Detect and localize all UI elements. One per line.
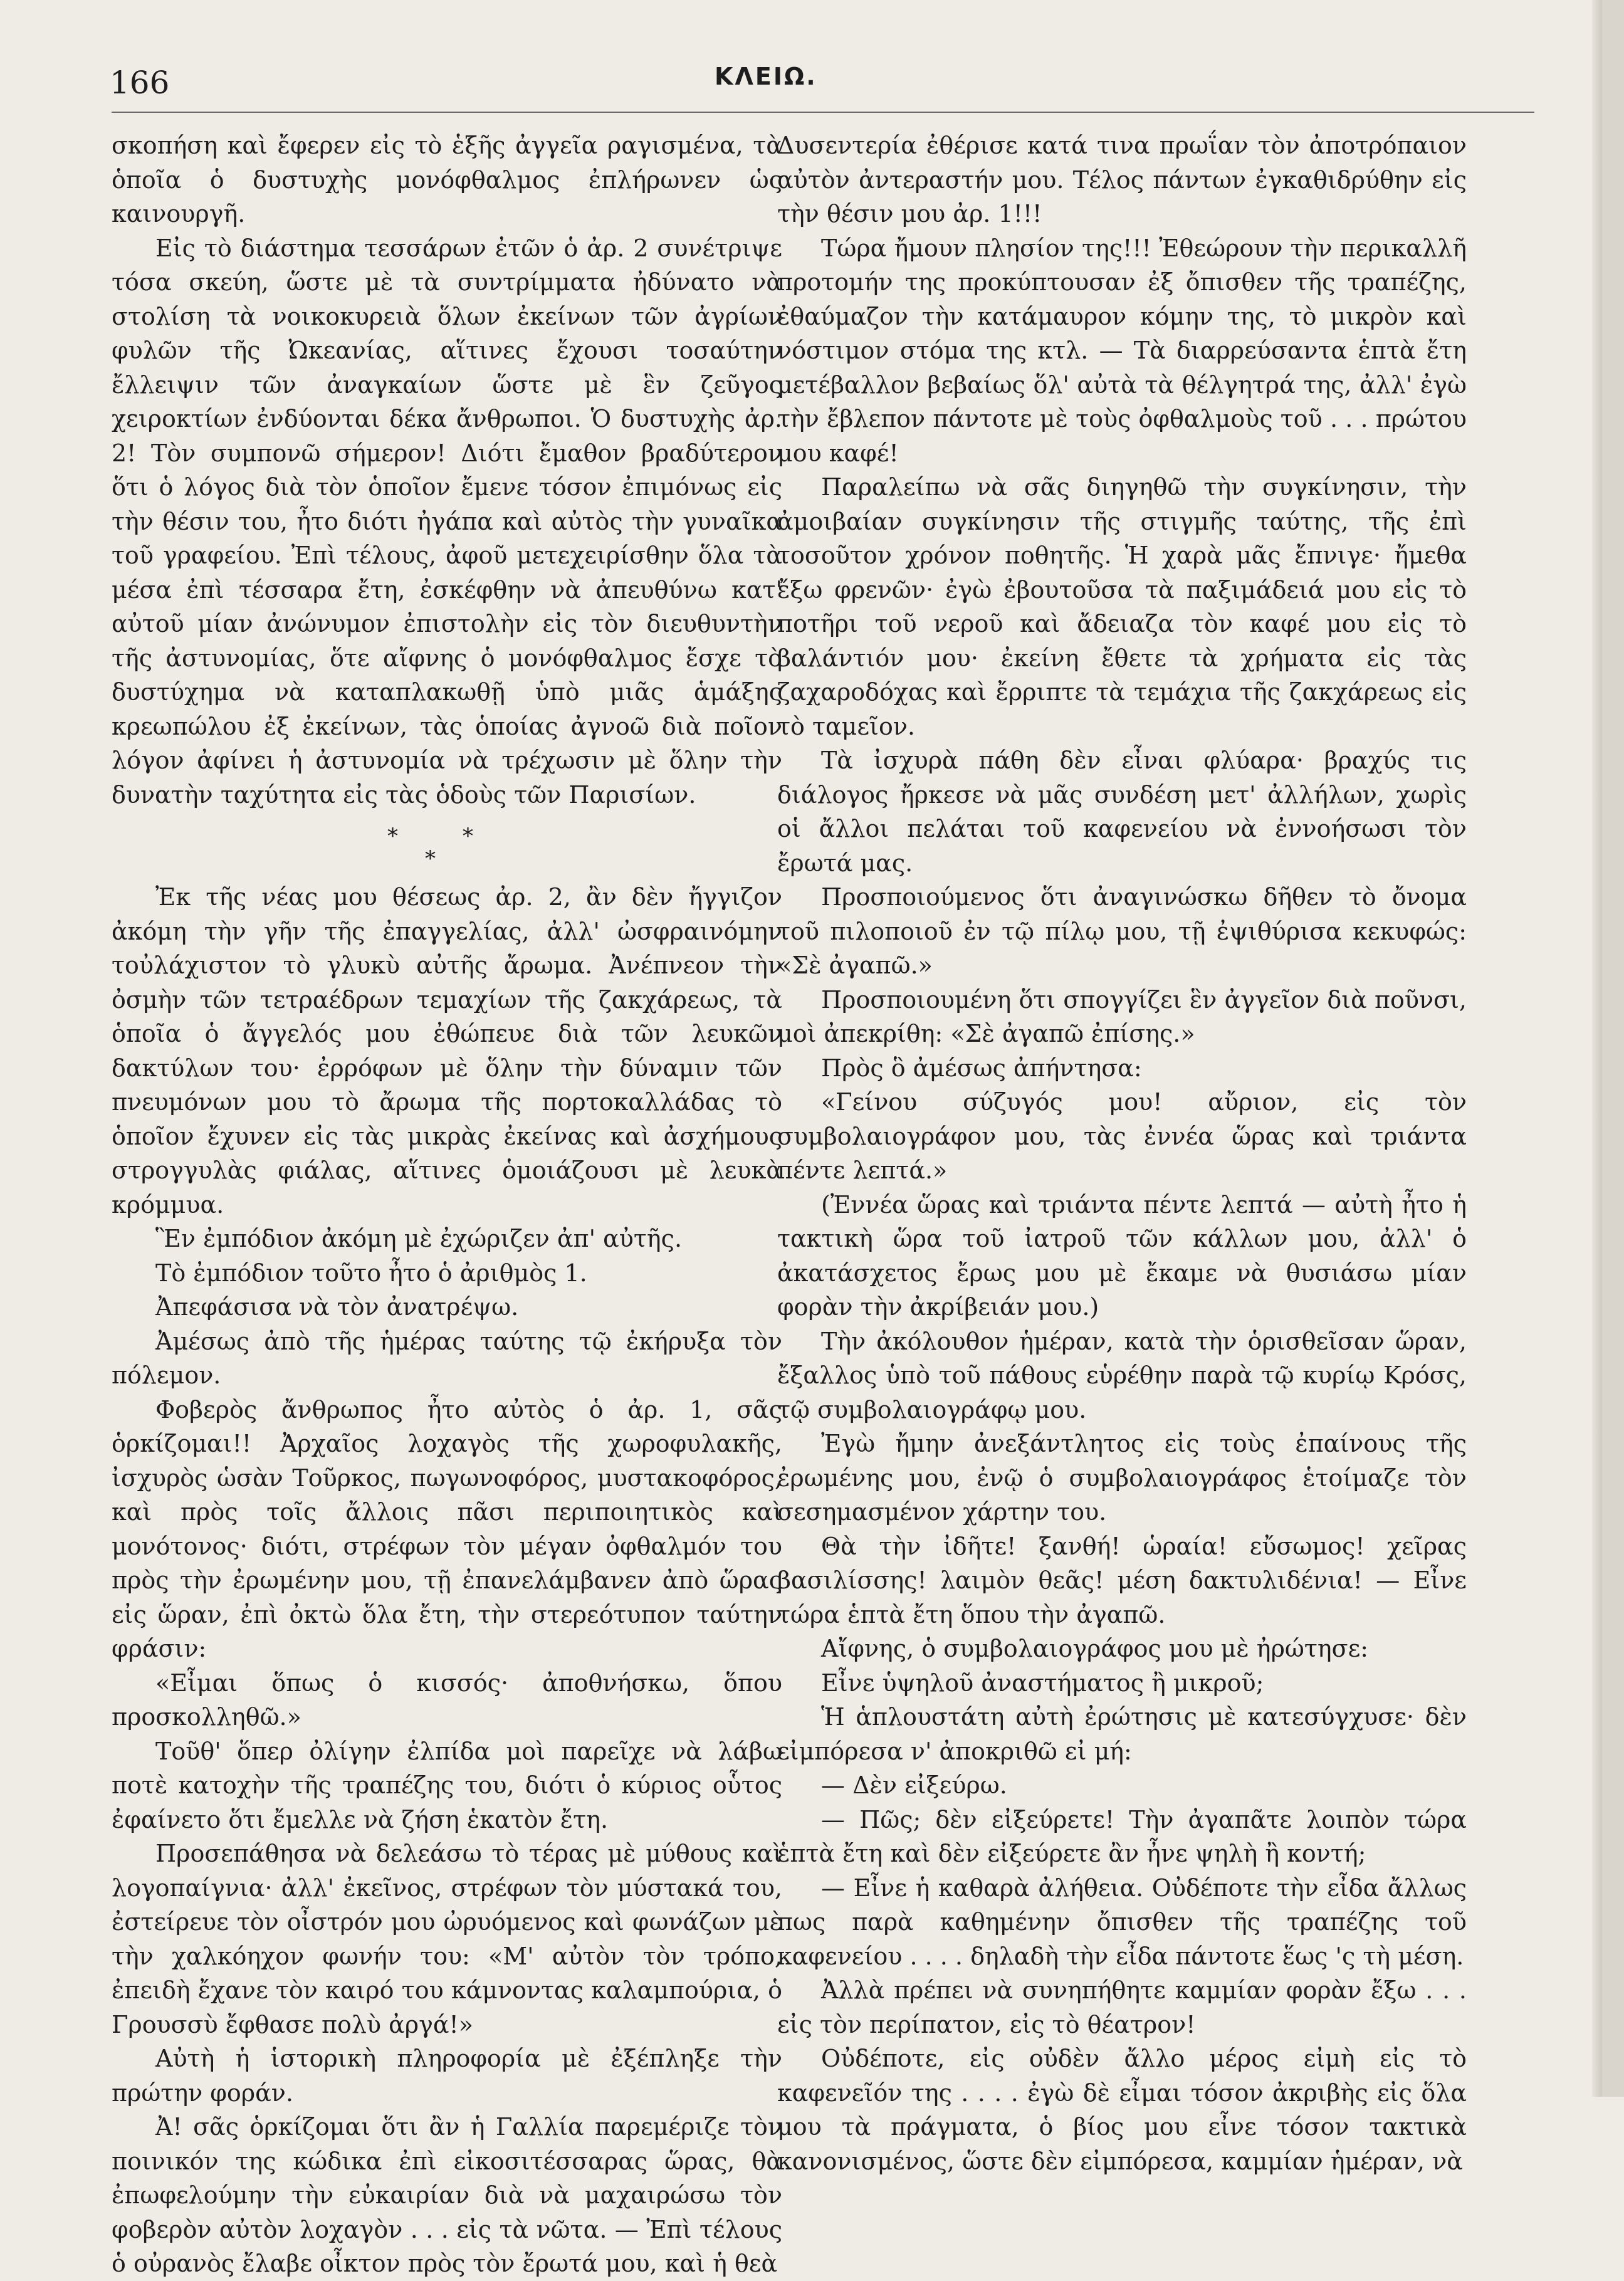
paragraph: Θὰ τὴν ἰδῆτε! ξανθή! ὡραία! εὔσωμος! χεῖρας βασιλίσσης! λαιμὸν θεᾶς! μέση δακτυλιδένια! — Εἶνε τώρα ἑπτὰ ἔτη ὅπου τὴν ἀγαπῶ. (777, 1532, 1467, 1628)
paragraph: «Εἶμαι ὅπως ὁ κισσός· ἀποθνήσκω, ὅπου προσκολληθῶ.» (112, 1669, 782, 1731)
right-column (777, 128, 1467, 2178)
paragraph: Πρὸς ὃ ἀμέσως ἀπήντησα: (821, 1054, 1142, 1082)
paragraph: Προσεπάθησα νὰ δελεάσω τὸ τέρας μὲ μύθους καὶ λογοπαίγνια· ἀλλ' ἐκεῖνος, στρέφων τὸν μύστακά του, ἐστείρευε τὸν οἶστρόν μου ὠρυόμενος καὶ φωνάζων μὲ τὴν χαλκόηχον φωνήν του: «Μ' αὐτὸν τὸν τρόπο, ἐπειδὴ ἔχανε τὸν καιρό του κάμνοντας καλαμπούρια, ὁ Γρουσσὺ ἔφθασε πολὺ ἀργά!» (112, 1840, 782, 2038)
header-rule (112, 112, 1534, 113)
paragraph: Τώρα ἤμουν πλησίον της!!! Ἐθεώρουν τὴν περικαλλῆ προτομήν της προκύπτουσαν ἐξ ὄπισθεν τῆς τραπέζης, ἐθαύμαζον τὴν κατάμαυρον κόμην της, τὸ μικρὸν καὶ νόστιμον στόμα της κτλ. — Τὰ διαρρεύσαντα ἑπτὰ ἔτη μετέβαλλον βεβαίως ὅλ' αὐτὰ τὰ θέλγητρά της, ἀλλ' ἐγὼ τὴν ἔβλεπον πάντοτε μὲ τοὺς ὀφθαλμοὺς τοῦ . . . πρώτου μου καφέ! (777, 234, 1467, 467)
paragraph: Τοῦθ' ὅπερ ὀλίγην ἐλπίδα μοὶ παρεῖχε νὰ λάβω ποτὲ κατοχὴν τῆς τραπέζης του, διότι ὁ κύριος οὗτος ἐφαίνετο ὅτι ἔμελλε νὰ ζήση ἑκατὸν ἔτη. (112, 1737, 782, 1833)
paragraph: — Εἶνε ἡ καθαρὰ ἀλήθεια. Οὐδέποτε τὴν εἶδα ἄλλως πως παρὰ καθημένην ὄπισθεν τῆς τραπέζης τοῦ καφενείου . . . . δηλαδὴ τὴν εἶδα πάντοτε ἕως 'ς τὴ μέση. (777, 1874, 1467, 1970)
separator-star: * (387, 824, 398, 849)
paragraph: Ἀ! σᾶς ὁρκίζομαι ὅτι ἂν ἡ Γαλλία παρεμέριζε τὸν ποινικόν της κώδικα ἐπὶ εἰκοσιτέσσαρας ὥρας, θὰ ἐπωφελούμην τὴν εὐκαιρίαν διὰ νὰ μαχαιρώσω τὸν φοβερὸν αὐτὸν λοχαγὸν . . . εἰς τὰ νῶτα. — Ἐπὶ τέλους ὁ οὐρανὸς ἔλαβε οἶκτον πρὸς τὸν ἔρωτά μου, καὶ ἡ θεὰ (112, 2113, 782, 2277)
paragraph: Προσποιούμενος ὅτι ἀναγινώσκω δῆθεν τὸ ὄνομα τοῦ πιλοποιοῦ ἐν τῷ πίλῳ μου, τῇ ἐψιθύρισα κεκυφώς: «Σὲ ἀγαπῶ.» (777, 883, 1467, 979)
paragraph: Εἶνε ὑψηλοῦ ἀναστήματος ἢ μικροῦ; (821, 1669, 1264, 1697)
section-separator (112, 812, 782, 880)
paragraph: σκοπήση καὶ ἔφερεν εἰς τὸ ἑξῆς ἀγγεῖα ραγισμένα, τὰ ὁποῖα ὁ δυστυχὴς μονόφθαλμος ἐπλήρωνεν ὡς καινουργῆ. (112, 132, 782, 228)
paragraph: Ἐκ τῆς νέας μου θέσεως ἀρ. 2, ἂν δὲν ἤγγιζον ἀκόμη τὴν γῆν τῆς ἐπαγγελίας, ἀλλ' ὠσφραινόμην τοὐλάχιστον τὸ γλυκὺ αὐτῆς ἄρωμα. Ἀνέπνεον τὴν ὀσμὴν τῶν τετραέδρων τεμαχίων τῆς ζακχάρεως, τὰ ὁποῖα ὁ ἄγγελός μου ἐθώπευε διὰ τῶν λευκῶν δακτύλων του· ἐρρόφων μὲ ὅλην τὴν δύναμιν τῶν πνευμόνων μου τὸ ἄρωμα τῆς πορτοκαλλάδας τὸ ὁποῖον ἔχυνεν εἰς τὰς μικρὰς ἐκείνας καὶ ἀσχήμους στρογγυλὰς φιάλας, αἵτινες ὁμοιάζουσι μὲ λευκὰ κρόμμυα. (112, 883, 782, 1219)
paragraph: Ἀλλὰ πρέπει νὰ συνηπήθητε καμμίαν φορὰν ἔξω . . . εἰς τὸν περίπατον, εἰς τὸ θέατρον! (777, 1976, 1467, 2038)
paragraph: Ἀμέσως ἀπὸ τῆς ἡμέρας ταύτης τῷ ἐκήρυξα τὸν πόλεμον. (112, 1327, 782, 1389)
paragraph: Αὐτὴ ἡ ἱστορικὴ πληροφορία μὲ ἐξέπληξε τὴν πρώτην φοράν. (112, 2045, 782, 2107)
paragraph: (Ἐννέα ὥρας καὶ τριάντα πέντε λεπτά — αὐτὴ ἦτο ἡ τακτικὴ ὥρα τοῦ ἰατροῦ τῶν κάλλων μου, ἀλλ' ὁ ἀκατάσχετος ἔρως μου μὲ ἔκαμε νὰ θυσιάσω μίαν φορὰν τὴν ἀκρίβειάν μου.) (777, 1190, 1467, 1321)
separator-star: * (463, 824, 473, 849)
paragraph: Αἴφνης, ὁ συμβολαιογράφος μου μὲ ἠρώτησε: (821, 1635, 1369, 1662)
page-number: 166 (110, 65, 170, 101)
paragraph: Προσποιουμένη ὅτι σπογγίζει ἓν ἀγγεῖον διὰ ποῦνσι, μοὶ ἀπεκρίθη: «Σὲ ἀγαπῶ ἐπίσης.» (777, 985, 1467, 1047)
paragraph: Τὴν ἀκόλουθον ἡμέραν, κατὰ τὴν ὁρισθεῖσαν ὥραν, ἔξαλλος ὑπὸ τοῦ πάθους εὑρέθην παρὰ τῷ κυρίῳ Κρόσς, τῷ συμβολαιογράφῳ μου. (777, 1327, 1467, 1424)
paragraph: Ἓν ἐμπόδιον ἀκόμη μὲ ἐχώριζεν ἀπ' αὐτῆς. (155, 1225, 683, 1252)
paragraph: Ἀπεφάσισα νὰ τὸν ἀνατρέψω. (155, 1293, 519, 1321)
paragraph: Εἰς τὸ διάστημα τεσσάρων ἐτῶν ὁ ἀρ. 2 συνέτριψε τόσα σκεύη, ὥστε μὲ τὰ συντρίμματα ἠδύνατο νὰ στολίση τὰ νοικοκυρειὰ ὅλων ἐκείνων τῶν ἀγρίων φυλῶν τῆς Ὠκεανίας, αἵτινες ἔχουσι τοσαύτην ἔλλειψιν τῶν ἀναγκαίων ὥστε μὲ ἓν ζεῦγος χειροκτίων ἐνδύονται δέκα ἄνθρωποι. Ὁ δυστυχὴς ἀρ. 2! Τὸν συμπονῶ σήμερον! Διότι ἔμαθον βραδύτερον ὅτι ὁ λόγος διὰ τὸν ὁποῖον ἔμενε τόσον ἐπιμόνως εἰς τὴν θέσιν του, ἦτο διότι ἠγάπα καὶ αὐτὸς τὴν γυναῖκα τοῦ γραφείου. Ἐπὶ τέλους, ἀφοῦ μετεχειρίσθην ὅλα τὰ μέσα ἐπὶ τέσσαρα ἔτη, ἐσκέφθην νὰ ἀπευθύνω κατ' αὐτοῦ μίαν ἀνώνυμον ἐπιστολὴν εἰς τὸν διευθυντὴν τῆς ἀστυνομίας, ὅτε αἴφνης ὁ μονόφθαλμος ἔσχε τὸ δυστύχημα νὰ καταπλακωθῇ ὑπὸ μιᾶς ἁμάξης κρεωπώλου ἐξ ἐκείνων, τὰς ὁποίας ἀγνοῶ διὰ ποῖον λόγον ἀφίνει ἡ ἀστυνομία νὰ τρέχωσιν μὲ ὅλην τὴν δυνατὴν ταχύτητα εἰς τὰς ὁδοὺς τῶν Παρισίων. (112, 234, 782, 809)
paragraph: Τὰ ἰσχυρὰ πάθη δὲν εἶναι φλύαρα· βραχύς τις διάλογος ἤρκεσε νὰ μᾶς συνδέση μετ' ἀλλήλων, χωρὶς οἱ ἄλλοι πελάται τοῦ καφενείου νὰ ἐννοήσωσι τὸν ἔρωτά μας. (777, 747, 1467, 877)
paragraph: — Δὲν εἰξεύρω. (821, 1771, 1007, 1799)
page-spine-shadow (1592, 0, 1602, 2097)
separator-star: * (425, 846, 436, 871)
left-column (112, 128, 782, 2281)
paragraph: Τὸ ἐμπόδιον τοῦτο ἦτο ὁ ἀριθμὸς 1. (155, 1259, 587, 1287)
paragraph: Φοβερὸς ἄνθρωπος ἦτο αὐτὸς ὁ ἀρ. 1, σᾶς ὁρκίζομαι!! Ἀρχαῖος λοχαγὸς τῆς χωροφυλακῆς, ἰσχυρὸς ὡσὰν Τοῦρκος, πωγωνοφόρος, μυστακοφόρος, καὶ πρὸς τοῖς ἄλλοις πᾶσι περιποιητικὸς καὶ μονότονος· διότι, στρέφων τὸν μέγαν ὀφθαλμόν του πρὸς τὴν ἐρωμένην μου, τῇ ἐπανελάμβανεν ἀπὸ ὥρας εἰς ὥραν, ἐπὶ ὀκτὼ ὅλα ἔτη, τὴν στερεότυπον ταύτην φράσιν: (112, 1395, 782, 1662)
paragraph: Παραλείπω νὰ σᾶς διηγηθῶ τὴν συγκίνησιν, τὴν ἀμοιβαίαν συγκίνησιν τῆς στιγμῆς ταύτης, τῆς ἐπὶ τοσοῦτον χρόνον ποθητῆς. Ἡ χαρὰ μᾶς ἔπνιγε· ἤμεθα ἔξω φρενῶν· ἐγὼ ἐβουτοῦσα τὰ παξιμάδειά μου εἰς τὸ ποτῆρι τοῦ νεροῦ καὶ ἄδειαζα τὸν καφέ μου εἰς τὸ βαλάντιόν μου· ἐκείνη ἔθετε τὰ χρήματα εἰς τὰς ζαχαροδόχας καὶ ἔρριπτε τὰ τεμάχια τῆς ζακχάρεως εἰς τὸ ταμεῖον. (777, 473, 1467, 740)
running-title: ΚΛΕΙΩ. (715, 63, 817, 90)
page-edge (1602, 0, 1624, 2097)
paragraph: Οὐδέποτε, εἰς οὐδὲν ἄλλο μέρος εἰμὴ εἰς τὸ καφενεῖόν της . . . . ἐγὼ δὲ εἶμαι τόσον ἀκριβὴς εἰς ὅλα μου τὰ πράγματα, ὁ βίος μου εἶνε τόσον τακτικὰ κανονισμένος, ὥστε δὲν εἰμπόρεσα, καμμίαν ἡμέραν, νὰ (777, 2045, 1467, 2175)
paragraph: Δυσεντερία ἐθέρισε κατά τινα πρωΐαν τὸν ἀποτρόπαιον αὐτὸν ἀντεραστήν μου. Τέλος πάντων ἐγκαθιδρύθην εἰς τὴν θέσιν μου ἀρ. 1!!! (777, 132, 1467, 228)
paragraph: «Γείνου σύζυγός μου! αὔριον, εἰς τὸν συμβολαιογράφον μου, τὰς ἐννέα ὥρας καὶ τριάντα πέντε λεπτά.» (777, 1088, 1467, 1184)
paragraph: Ἡ ἁπλουστάτη αὐτὴ ἐρώτησις μὲ κατεσύγχυσε· δὲν εἰμπόρεσα ν' ἀποκριθῶ εἰ μή: (777, 1703, 1467, 1765)
paragraph: — Πῶς; δὲν εἰξεύρετε! Τὴν ἀγαπᾶτε λοιπὸν τώρα ἑπτὰ ἔτη καὶ δὲν εἰξεύρετε ἂν ἦνε ψηλὴ ἢ κοντή; (777, 1805, 1467, 1867)
paragraph: Ἐγὼ ἤμην ἀνεξάντλητος εἰς τοὺς ἐπαίνους τῆς ἐρωμένης μου, ἐνῷ ὁ συμβολαιογράφος ἑτοίμαζε τὸν σεσημασμένον χάρτην του. (777, 1430, 1467, 1526)
